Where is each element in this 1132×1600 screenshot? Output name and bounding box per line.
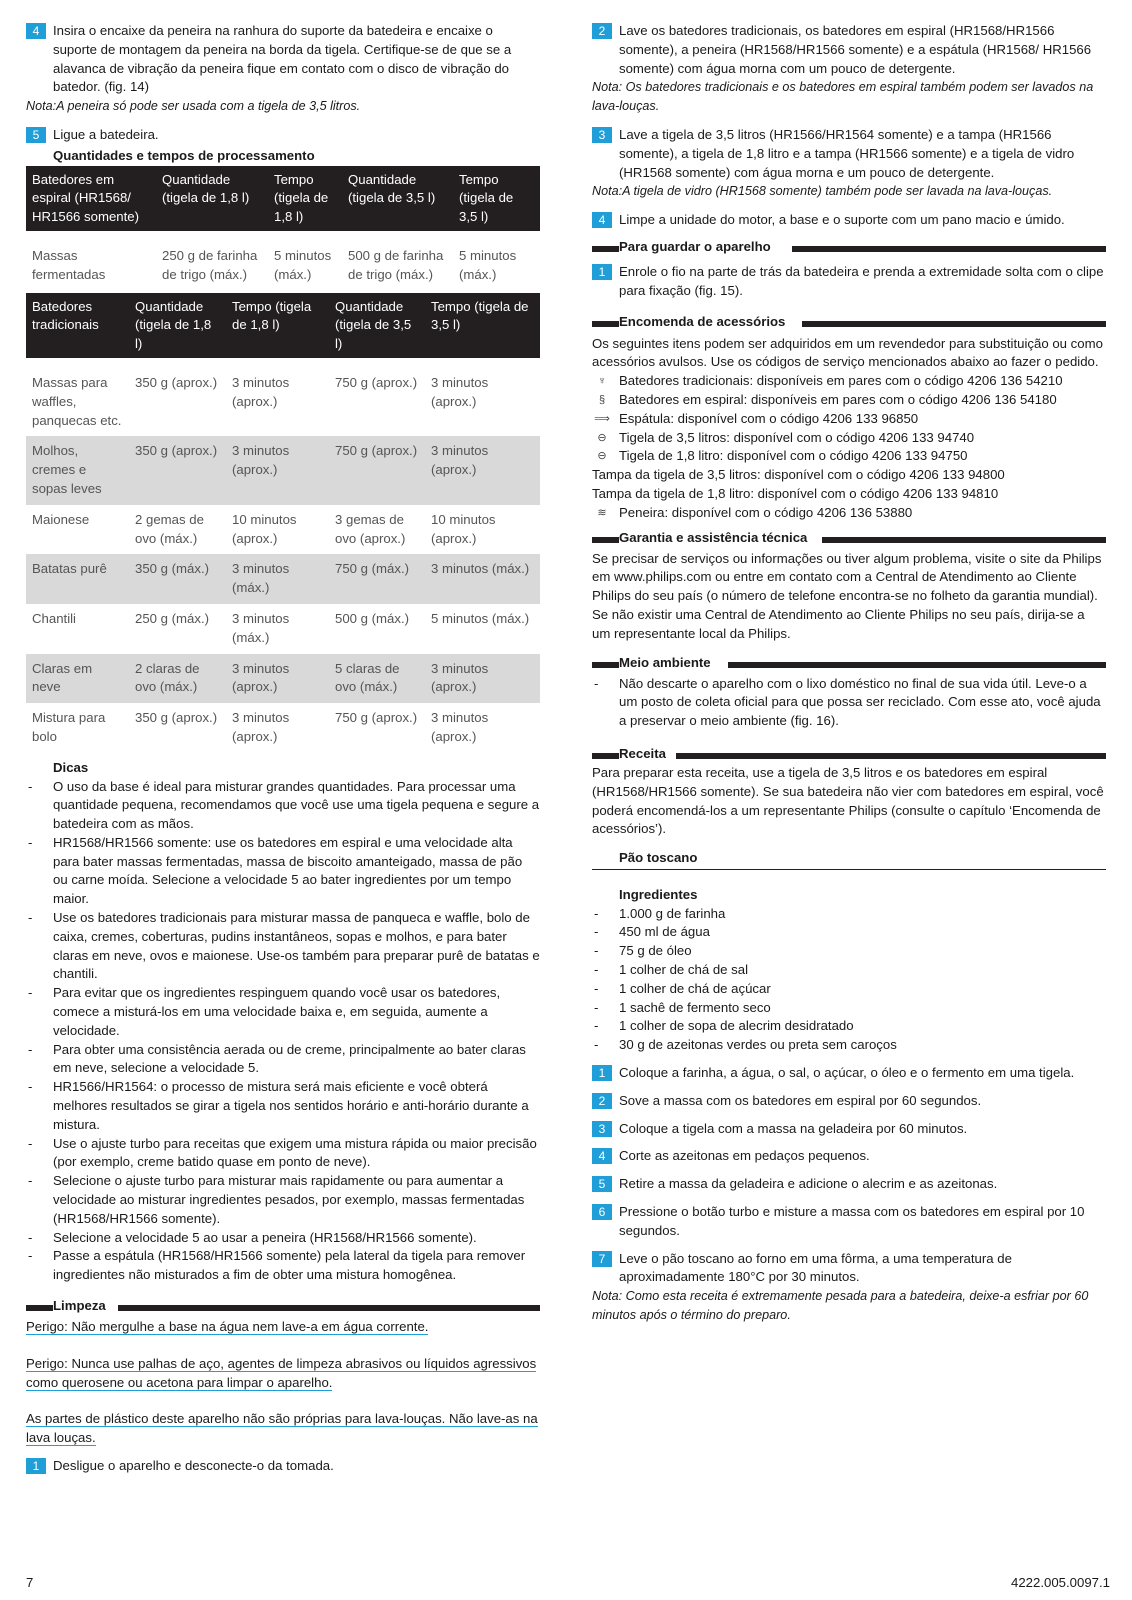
table-header-cell: Quantidade (tigela de 3,5 l) bbox=[329, 293, 425, 358]
bowl-icon: ⊖ bbox=[597, 431, 607, 444]
recipe-step bbox=[592, 1147, 1106, 1166]
table-cell: 5 minutos (máx.) bbox=[274, 247, 332, 282]
accessories-intro: Os seguintes itens podem ser adquiridos em um revendedor para substituição ou como acessórios avulsos. Use os códigos de serviço mencionados abaixo ao fazer o pedido. bbox=[592, 335, 1103, 370]
dash-bullet: - bbox=[28, 834, 33, 850]
ingredient-item bbox=[592, 1036, 1106, 1055]
tip-item bbox=[26, 1041, 540, 1079]
environment-text: Não descarte o aparelho com o lixo doméstico no final de sua vida útil. Leve-o a um posto de coleta oficial para que possa ser reciclado. Com esse ato, você ajuda a preservar o meio ambiente (fig. 16). bbox=[619, 675, 1101, 729]
table-header-cell: Quantidade (tigela de 1,8 l) bbox=[156, 166, 268, 231]
table-header-cell: Batedores tradicionais bbox=[26, 293, 129, 358]
ingredient-text: 75 g de óleo bbox=[619, 943, 692, 959]
ingredient-item bbox=[592, 1017, 1106, 1036]
clean-step-3 bbox=[592, 126, 1106, 182]
step-text: Leve o pão toscano ao forno em uma fôrma, a uma temperatura de aproximadamente 180°C por 30 minutos. bbox=[619, 1250, 1012, 1285]
table-cell: 5 minutos (máx.) bbox=[459, 247, 517, 282]
ingredient-text: 1.000 g de farinha bbox=[619, 905, 726, 921]
table-cell: Maionese bbox=[32, 511, 90, 527]
accessory-item: Tampa da tigela de 1,8 litro: disponível com o código 4206 133 94810 bbox=[592, 485, 999, 501]
whisk-icon: ♆ bbox=[597, 375, 607, 388]
ingredient-item bbox=[592, 999, 1106, 1018]
step-4 bbox=[26, 22, 540, 97]
table-cell: 500 g (máx.) bbox=[335, 610, 410, 626]
accessory-text: Peneira: disponível com o código 4206 136 53880 bbox=[619, 504, 913, 520]
note: Nota:A peneira só pode ser usada com a tigela de 3,5 litros. bbox=[26, 99, 361, 114]
step-text: Sove a massa com os batedores em espiral por 60 segundos. bbox=[619, 1092, 982, 1108]
step-number: 3 bbox=[592, 127, 612, 143]
step-number: 1 bbox=[26, 1458, 46, 1474]
dash-bullet: - bbox=[28, 1041, 33, 1057]
table-header-cell: Batedores em espiral (HR1568/ HR1566 somente) bbox=[26, 166, 156, 231]
recipe-step bbox=[592, 1175, 1106, 1194]
section-meio-ambiente bbox=[592, 654, 1106, 673]
accessories-list bbox=[592, 372, 1106, 466]
clean-step-4 bbox=[592, 211, 1106, 230]
table-header-cell: Quantidade (tigela de 3,5 l) bbox=[342, 166, 453, 231]
tip-text: O uso da base é ideal para misturar grandes quantidades. Para processar uma quantidade pequena, recomendamos que você use uma tigela pequena e segure a batedeira com as mãos. bbox=[53, 778, 540, 832]
dash-bullet: - bbox=[28, 1229, 33, 1245]
table-header-cell: Quantidade (tigela de 1,8 l) bbox=[129, 293, 226, 358]
section-garantia bbox=[592, 529, 1106, 548]
ingredient-text: 450 ml de água bbox=[619, 924, 710, 940]
section-receita bbox=[592, 745, 1106, 764]
step-number: 2 bbox=[592, 1093, 612, 1109]
recipe-title: Pão toscano bbox=[619, 850, 698, 866]
tip-item bbox=[26, 984, 540, 1040]
table-row bbox=[26, 604, 540, 654]
tip-text: Selecione o ajuste turbo para misturar mais rapidamente ou para aumentar a velocidade ao misturar ingredientes pesados, por exemplo, massas fermentadas (HR1568/HR1566 somente). bbox=[53, 1173, 525, 1226]
table-cell: Batatas purê bbox=[26, 554, 129, 604]
ingredient-text: 1 sachê de fermento seco bbox=[619, 999, 771, 1015]
tip-text: Para evitar que os ingredientes respinguem quando você usar os batedores, comece a misturá-los em uma velocidade baixa e, em seguida, aumente a velocidade. bbox=[53, 985, 501, 1038]
step-text: Corte as azeitonas em pedaços pequenos. bbox=[619, 1148, 870, 1164]
accessory-item bbox=[592, 410, 1106, 429]
clean-step-1 bbox=[26, 1457, 540, 1476]
table-cell: 350 g (aprox.) bbox=[135, 374, 218, 390]
step-text: Limpe a unidade do motor, a base e o suporte com um pano macio e úmido. bbox=[619, 212, 1065, 228]
table-header-cell: Tempo (tigela de 3,5 l) bbox=[425, 293, 540, 358]
step-number: 3 bbox=[592, 1121, 612, 1137]
section-title: Receita bbox=[619, 745, 668, 764]
dash-bullet: - bbox=[594, 962, 599, 978]
dash-bullet: - bbox=[28, 1135, 33, 1151]
recipe-intro: Para preparar esta receita, use a tigela de 3,5 litros e os batedores em espiral (HR1568/HR1566 somente). Se sua batedeira não vier com batedores em espiral, você poderá encomendá-los a um representante Philips (consulte o capítulo ‘Encomenda de acessórios’). bbox=[592, 764, 1104, 837]
table-cell: Massas para waffles, panquecas etc. bbox=[32, 374, 122, 428]
recipe-steps bbox=[592, 1064, 1106, 1287]
table-cell: 3 minutos (máx.) bbox=[425, 554, 540, 604]
tip-item bbox=[26, 1078, 540, 1134]
ingredient-item bbox=[592, 961, 1106, 980]
table-cell: 3 minutos (aprox.) bbox=[431, 710, 489, 744]
ingredients-list bbox=[592, 905, 1106, 1055]
table-cell: Claras em neve bbox=[26, 654, 129, 704]
tips-title: Dicas bbox=[53, 759, 89, 775]
ingredient-item bbox=[592, 905, 1106, 924]
tip-item bbox=[26, 778, 540, 834]
table-spiral bbox=[26, 166, 540, 291]
table-cell: 750 g (aprox.) bbox=[335, 374, 418, 390]
step-text: Coloque a farinha, a água, o sal, o açúcar, o óleo e o fermento em uma tigela. bbox=[619, 1065, 1075, 1081]
table-cell: 10 minutos (aprox.) bbox=[232, 511, 297, 546]
table-cell: 750 g (máx.) bbox=[329, 554, 425, 604]
table-cell: 350 g (aprox.) bbox=[129, 436, 226, 504]
tip-item bbox=[26, 1247, 540, 1285]
ingredients-title: Ingredientes bbox=[619, 886, 698, 902]
table-cell: 750 g (aprox.) bbox=[329, 436, 425, 504]
table-row bbox=[26, 368, 540, 436]
step-text: Retire a massa da geladeira e adicione o alecrim e as azeitonas. bbox=[619, 1176, 998, 1192]
dash-bullet: - bbox=[594, 980, 599, 996]
accessory-text: Batedores em espiral: disponíveis em pares com o código 4206 136 54180 bbox=[619, 391, 1057, 407]
ingredient-item bbox=[592, 980, 1106, 999]
recipe-step bbox=[592, 1250, 1106, 1288]
tip-text: Use o ajuste turbo para receitas que exigem uma mistura rápida ou maior precisão (por exemplo, creme batido quase em ponto de neve). bbox=[53, 1135, 537, 1170]
section-limpeza bbox=[26, 1297, 540, 1316]
tip-text: Passe a espátula (HR1568/HR1566 somente) pela lateral da tigela para remover ingredientes não misturados a fim de obter uma mistura homogênea. bbox=[53, 1248, 526, 1283]
dash-bullet: - bbox=[28, 1173, 33, 1189]
step-text: Lave os batedores tradicionais, os batedores em espiral (HR1568/HR1566 somente), a peneira (HR1568/HR1566 somente) e a espátula (HR1568/ HR1566 somente) com água morna com um pouco de detergente. bbox=[619, 23, 1092, 76]
step-number: 2 bbox=[592, 23, 612, 39]
table-cell: 3 minutos (aprox.) bbox=[431, 374, 489, 409]
section-title: Garantia e assistência técnica bbox=[619, 529, 809, 548]
step-text: Coloque a tigela com a massa na geladeira por 60 minutos. bbox=[619, 1120, 968, 1136]
table-cell: 750 g (aprox.) bbox=[335, 710, 418, 726]
tip-text: HR1568/HR1566 somente: use os batedores em espiral e uma velocidade alta para bater massas fermentadas, massa de biscoito amanteigado, massa de pão ou carne moída. Selecione a velocidade 5 ao bater ingredientes por um tempo maior. bbox=[53, 834, 523, 907]
ingredient-text: 30 g de azeitonas verdes ou preta sem caroços bbox=[619, 1037, 897, 1053]
step-number: 4 bbox=[26, 23, 46, 39]
dash-bullet: - bbox=[28, 985, 33, 1001]
tip-item bbox=[26, 834, 540, 909]
step-number: 4 bbox=[592, 1148, 612, 1164]
table-header-cell: Tempo (tigela de 1,8 l) bbox=[268, 166, 342, 231]
accessory-text: Tigela de 1,8 litro: disponível com o código 4206 133 94750 bbox=[619, 448, 968, 464]
dash-bullet: - bbox=[594, 924, 599, 940]
table-header-cell: Tempo (tigela de 3,5 l) bbox=[453, 166, 540, 231]
table-cell: 3 minutos (aprox.) bbox=[232, 374, 290, 409]
page-number: 7 bbox=[26, 1575, 34, 1590]
dash-bullet: - bbox=[594, 943, 599, 959]
table-cell: 2 gemas de ovo (máx.) bbox=[135, 511, 204, 546]
step-5 bbox=[26, 126, 540, 145]
dash-bullet: - bbox=[28, 1248, 33, 1264]
clean-step-2 bbox=[592, 22, 1106, 78]
note: Nota: Os batedores tradicionais e os batedores em espiral também podem ser lavados na lava-louças. bbox=[592, 80, 1094, 114]
accessory-text: Espátula: disponível com o código 4206 133 96850 bbox=[619, 410, 919, 426]
table-cell: Chantili bbox=[32, 610, 76, 626]
tip-item bbox=[26, 909, 540, 984]
recipe-step bbox=[592, 1120, 1106, 1139]
tip-text: Para obter uma consistência aerada ou de creme, principalmente ao bater claras em neve, selecione a velocidade 5. bbox=[53, 1041, 526, 1076]
ingredient-text: 1 colher de sopa de alecrim desidratado bbox=[619, 1018, 854, 1034]
note: Nota: Como esta receita é extremamente pesada para a batedeira, deixe-a esfriar por 60 minutos após o término do preparo. bbox=[592, 1289, 1089, 1323]
accessory-item bbox=[592, 429, 1106, 448]
table-cell: 350 g (máx.) bbox=[129, 554, 226, 604]
table-row bbox=[26, 505, 540, 555]
step-text: Enrole o fio na parte de trás da batedeira e prenda a extremidade solta com o clipe para fixação (fig. 15). bbox=[619, 263, 1104, 298]
step-text: Insira o encaixe da peneira na ranhura do suporte da batedeira e encaixe o suporte de montagem da peneira na borda da tigela. Certifique-se de que se a alavanca de vibração da peneira fique em contato com o disco de vibração do batedor. (fig. 14) bbox=[53, 23, 512, 95]
accessory-item bbox=[592, 447, 1106, 466]
table-row bbox=[26, 654, 540, 704]
table-cell: 3 minutos (máx.) bbox=[226, 554, 329, 604]
qty-title: Quantidades e tempos de processamento bbox=[53, 147, 315, 163]
table-cell: 3 gemas de ovo (aprox.) bbox=[335, 511, 406, 546]
table-cell: 5 claras de ovo (máx.) bbox=[329, 654, 425, 704]
table-cell: 3 minutos (aprox.) bbox=[425, 436, 540, 504]
section-title: Meio ambiente bbox=[619, 654, 713, 673]
table-cell: Massas fermentadas bbox=[32, 247, 106, 282]
warning-text: Perigo: Nunca use palhas de aço, agentes de limpeza abrasivos ou líquidos agressivos como querosene ou acetona para limpar o aparelho. bbox=[26, 1355, 537, 1390]
accessory-text: Batedores tradicionais: disponíveis em pares com o código 4206 136 54210 bbox=[619, 373, 1063, 389]
table-row bbox=[26, 554, 540, 604]
step-number: 1 bbox=[592, 1065, 612, 1081]
ingredient-item bbox=[592, 923, 1106, 942]
table-row bbox=[26, 241, 540, 291]
table-row bbox=[26, 703, 540, 753]
step-number: 5 bbox=[26, 127, 46, 143]
step-number: 6 bbox=[592, 1204, 612, 1220]
dash-bullet: - bbox=[594, 999, 599, 1015]
dash-bullet: - bbox=[28, 778, 33, 794]
tip-text: Selecione a velocidade 5 ao usar a peneira (HR1568/HR1566 somente). bbox=[53, 1229, 477, 1245]
tip-text: Use os batedores tradicionais para misturar massa de panqueca e waffle, bolo de caixa, cremes, coberturas, pudins instantâneos, sopas e molhos, e para bater claras em neve, ovos e maionese. Use-os também para preparar purê de batatas e chantili. bbox=[53, 910, 540, 982]
ingredient-text: 1 colher de chá de açúcar bbox=[619, 980, 771, 996]
accessory-text: Tigela de 3,5 litros: disponível com o código 4206 133 94740 bbox=[619, 429, 975, 445]
tip-item bbox=[26, 1135, 540, 1173]
table-cell: 500 g de farinha de trigo (máx.) bbox=[348, 247, 444, 282]
table-cell: 3 minutos (máx.) bbox=[232, 610, 290, 645]
table-cell: 3 minutos (aprox.) bbox=[425, 654, 540, 704]
table-cell: 250 g (máx.) bbox=[135, 610, 210, 626]
section-guardar bbox=[592, 238, 1106, 257]
tips-list bbox=[26, 778, 540, 1286]
environment-item: - Não descarte o aparelho com o lixo doméstico no final de sua vida útil. Leve-o a um posto de coleta oficial para que possa ser reciclado. Com esse ato, você ajuda a preservar o meio ambiente (fig. 16). bbox=[594, 675, 1101, 729]
right-column bbox=[592, 22, 1106, 1325]
accessory-item bbox=[592, 391, 1106, 410]
table-cell: 250 g de farinha de trigo (máx.) bbox=[162, 247, 258, 282]
warning-text: As partes de plástico deste aparelho não são próprias para lava-louças. Não lave-as na lava louças. bbox=[26, 1411, 538, 1446]
table-cell: 350 g (aprox.) bbox=[135, 710, 218, 726]
bowl-icon: ⊖ bbox=[597, 450, 607, 463]
accessory-item bbox=[592, 504, 1106, 523]
table-cell: 3 minutos (aprox.) bbox=[226, 436, 329, 504]
table-row bbox=[26, 436, 540, 504]
table-header-cell: Tempo (tigela de 1,8 l) bbox=[226, 293, 329, 358]
tip-item bbox=[26, 1172, 540, 1228]
table-cell: 2 claras de ovo (máx.) bbox=[129, 654, 226, 704]
accessory-item: Tampa da tigela de 3,5 litros: disponível com o código 4206 133 94800 bbox=[592, 467, 1005, 483]
accessories-plain-list bbox=[592, 466, 1106, 504]
dash-bullet: - bbox=[594, 1018, 599, 1034]
tip-text: HR1566/HR1564: o processo de mistura será mais eficiente e você obterá melhores resultados se girar a tigela nos sentidos horário e anti-horário durante a mistura. bbox=[53, 1079, 529, 1132]
accessory-item bbox=[592, 372, 1106, 391]
table-cell: 3 minutos (aprox.) bbox=[226, 654, 329, 704]
document-code: 4222.005.0097.1 bbox=[1010, 1575, 1110, 1590]
dash-bullet: - bbox=[28, 1079, 33, 1095]
spatula-icon: ⟹ bbox=[594, 412, 610, 425]
step-number: 1 bbox=[592, 264, 612, 280]
table-cell: Molhos, cremes e sopas leves bbox=[26, 436, 129, 504]
step-number: 5 bbox=[592, 1176, 612, 1192]
warranty-text: Se precisar de serviços ou informações ou tiver algum problema, visite o site da Philips em www.philips.com ou entre em contato com a Central de Atendimento ao Cliente Philips do seu país (o número de telefone encontra-se no folheto da garantia mundial). Se não existir uma Central de Atendimento ao Cliente Philips no seu país, dirija-se a um representante local da Philips. bbox=[592, 550, 1102, 641]
table-cell: 3 minutos (aprox.) bbox=[232, 710, 290, 744]
step-text: Lave a tigela de 3,5 litros (HR1566/HR1564 somente) e a tampa (HR1566 somente), a tigela de 1,8 litro e a tampa (HR1566 somente) e a tigela de vidro (HR1568 somente) com água morna e um pouco de detergente. bbox=[619, 126, 1075, 180]
recipe-step bbox=[592, 1064, 1106, 1083]
sieve-icon: ≋ bbox=[597, 506, 607, 519]
recipe-step bbox=[592, 1203, 1106, 1241]
note: Nota:A tigela de vidro (HR1568 somente) também pode ser lavada na lava-louças. bbox=[592, 184, 1053, 199]
table-cell: Mistura para bolo bbox=[32, 710, 106, 744]
step-text: Pressione o botão turbo e misture a massa com os batedores em espiral por 10 segundos. bbox=[619, 1204, 1085, 1238]
section-title: Para guardar o aparelho bbox=[619, 238, 773, 257]
step-number: 7 bbox=[592, 1251, 612, 1267]
ingredient-text: 1 colher de chá de sal bbox=[619, 962, 749, 978]
warning-text: Perigo: Não mergulhe a base na água nem lave-a em água corrente. bbox=[26, 1319, 429, 1335]
store-step-1 bbox=[592, 263, 1106, 301]
spiral-hook-icon: § bbox=[598, 393, 606, 406]
step-text: Ligue a batedeira. bbox=[53, 126, 159, 142]
section-title: Encomenda de acessórios bbox=[619, 313, 787, 332]
step-number: 4 bbox=[592, 212, 612, 228]
tip-item bbox=[26, 1229, 540, 1248]
left-column bbox=[26, 22, 540, 1476]
dash-bullet: - bbox=[594, 1037, 599, 1053]
dash-bullet: - bbox=[594, 905, 599, 921]
step-text: Desligue o aparelho e desconecte-o da tomada. bbox=[53, 1458, 334, 1473]
table-cell: 5 minutos (máx.) bbox=[431, 610, 530, 626]
table-traditional bbox=[26, 293, 540, 753]
ingredient-item bbox=[592, 942, 1106, 961]
dash-bullet: - bbox=[28, 910, 33, 926]
section-title: Limpeza bbox=[53, 1297, 108, 1316]
recipe-step bbox=[592, 1092, 1106, 1111]
section-acessorios bbox=[592, 313, 1106, 332]
table-cell: 10 minutos (aprox.) bbox=[431, 511, 496, 546]
